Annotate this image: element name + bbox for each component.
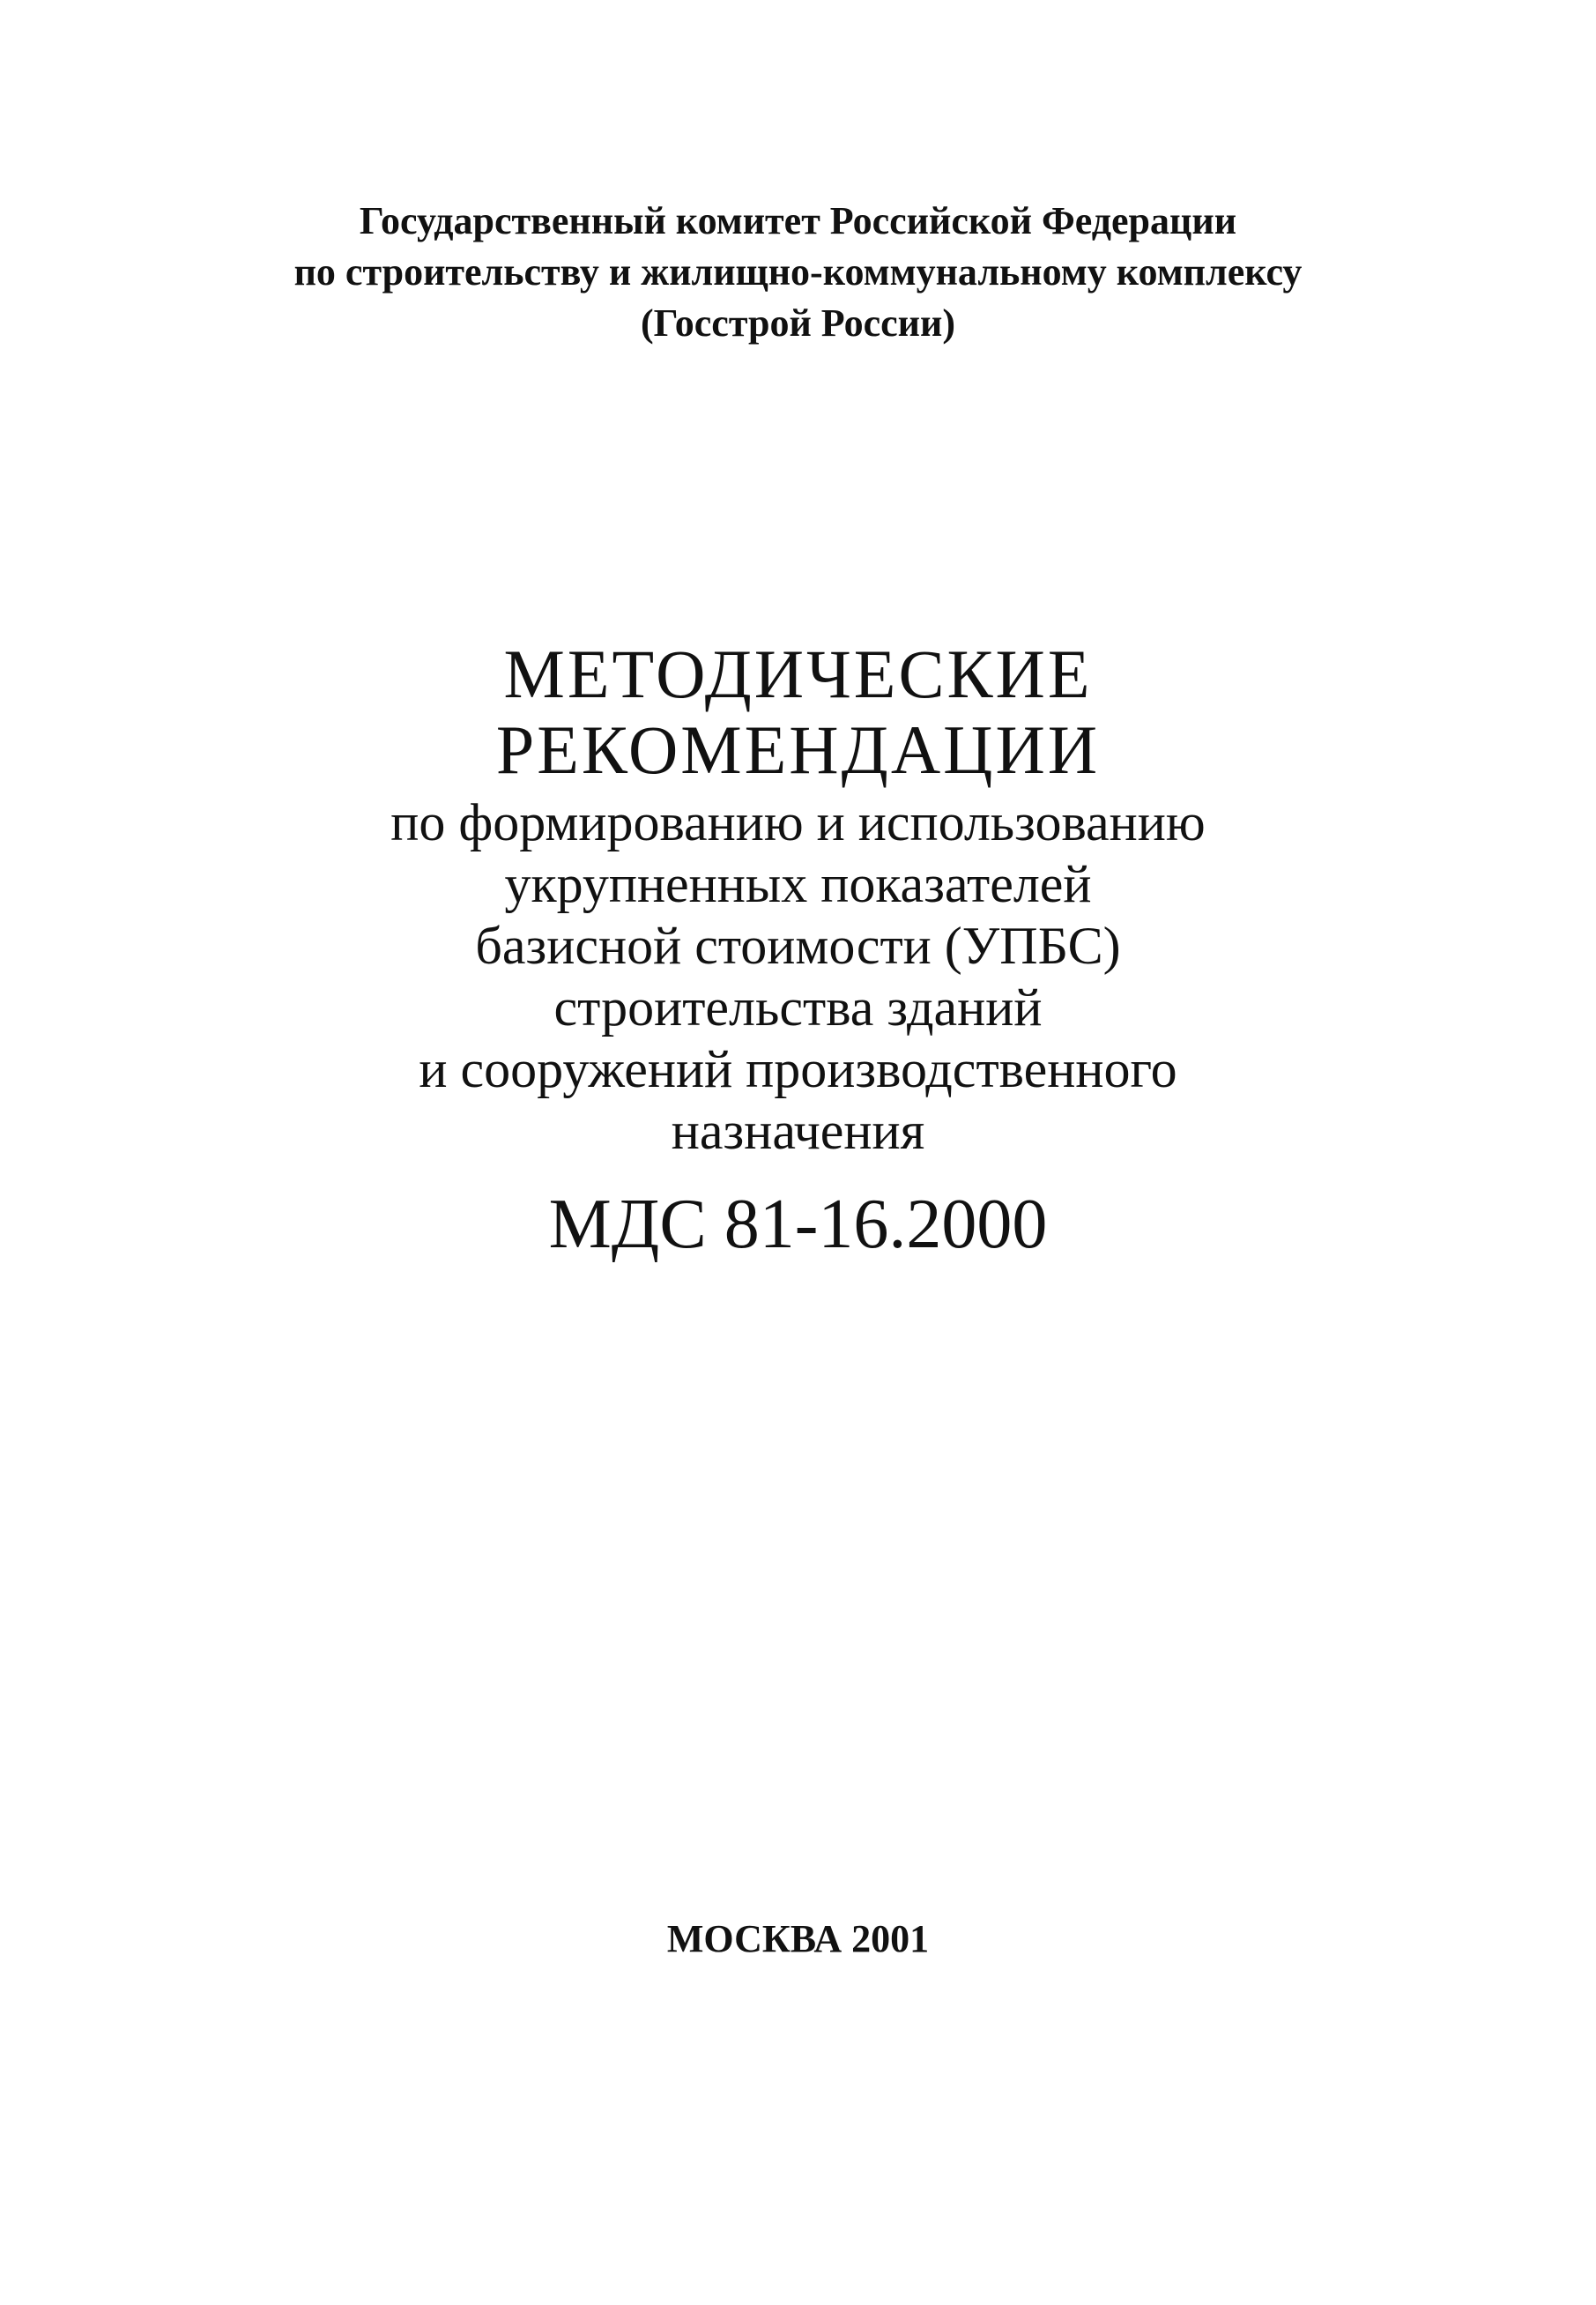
publication-place-year: МОСКВА 2001	[666, 1917, 930, 1960]
title-block	[0, 636, 1596, 1264]
subtitle-line: базисной стоимости (УПБС)	[475, 917, 1121, 975]
subtitle-line: строительства зданий	[553, 978, 1043, 1037]
document-title-line-1: МЕТОДИЧЕСКИЕ	[503, 636, 1093, 712]
document-subtitle	[0, 792, 1596, 1162]
authority-line-2: по строительству и жилищно-коммунальному комплексу	[293, 250, 1303, 294]
subtitle-line: укрупненных показателей	[504, 855, 1092, 913]
issuing-authority	[0, 196, 1596, 349]
document-title-line-2: РЕКОМЕНДАЦИИ	[495, 711, 1101, 788]
document-code: МДС 81-16.2000	[548, 1186, 1048, 1263]
authority-line-3: (Госстрой России)	[640, 301, 955, 345]
subtitle-line: и сооружений производственного	[419, 1040, 1177, 1098]
subtitle-line: назначения	[671, 1102, 925, 1160]
subtitle-line: по формированию и использованию	[390, 793, 1206, 851]
authority-line-1: Государственный комитет Российской Федерации	[359, 199, 1237, 242]
